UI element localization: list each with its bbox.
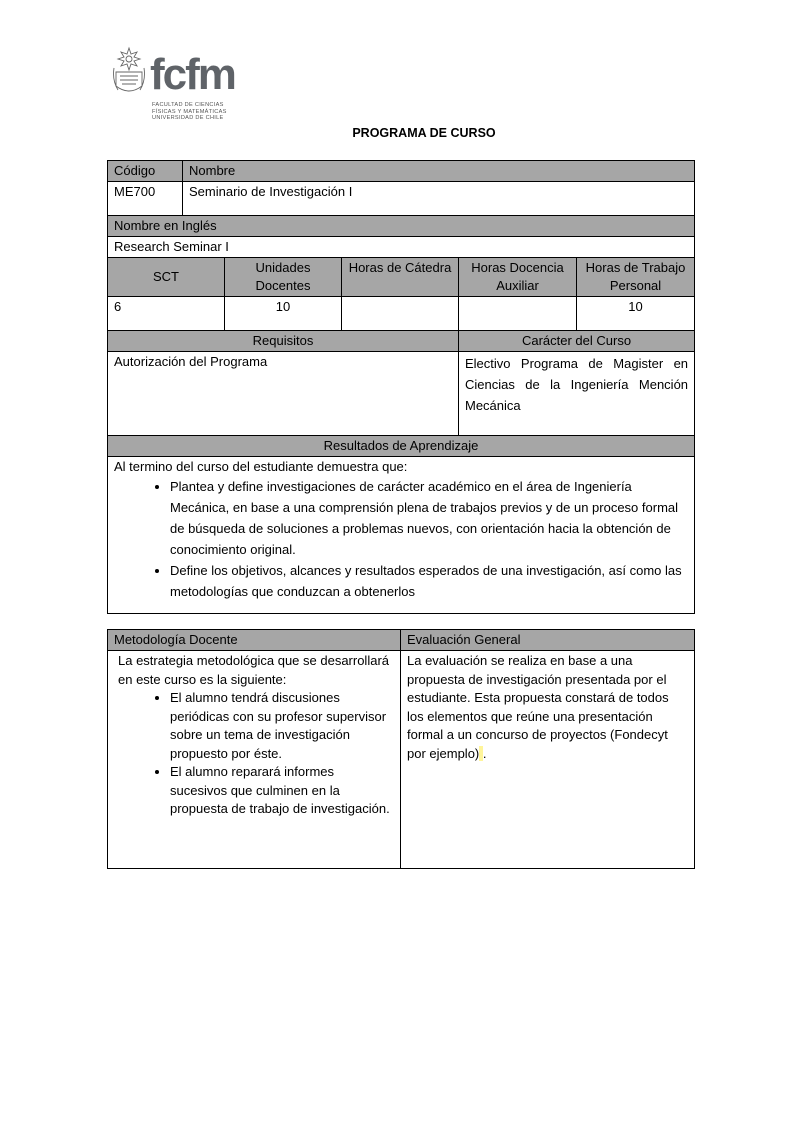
metodologia-intro: La estrategia metodológica que se desarrollará en este curso es la siguiente: — [118, 653, 390, 687]
personal-header: Horas de Trabajo Personal — [577, 258, 695, 297]
course-table — [107, 160, 695, 614]
methodology-table — [107, 629, 695, 869]
list-item: • El alumno reparará informes sucesivos que culminen en la propuesta de trabajo de investigación. — [170, 763, 394, 819]
metodologia-list — [114, 689, 394, 819]
evaluacion-content — [401, 651, 695, 869]
catedra-value — [342, 297, 459, 331]
list-item: • El alumno tendrá discusiones periódicas con su profesor supervisor sobre un tema de investigación propuesto por éste. — [170, 689, 394, 763]
english-name-label: Nombre en Inglés — [108, 216, 695, 237]
requisitos-value: Autorización del Programa — [108, 352, 459, 436]
evaluacion-text: La evaluación se realiza en base a una propuesta de investigación presentada por el estudiante. Esta propuesta constará de todos los elementos que reúne una presentación formal a un concurso de proyectos (Fondecyt por ejemplo) — [407, 653, 669, 761]
caracter-label: Carácter del Curso — [459, 331, 695, 352]
codigo-label: Código — [108, 161, 183, 181]
caracter-value: Electivo Programa de Magister en Ciencias de la Ingeniería Mención Mecánica — [459, 352, 695, 436]
fcfm-logo — [112, 46, 242, 128]
hours-header-row — [108, 258, 695, 297]
list-item: • Define los objetivos, alcances y resultados esperados de una investigación, así como las metodologías que conduzcan a obtenerlos — [170, 560, 688, 602]
course-values-row — [108, 182, 695, 216]
nombre-label: Nombre — [189, 163, 236, 178]
metodologia-content — [108, 651, 401, 869]
hours-values-row — [108, 297, 695, 331]
list-item: • Plantea y define investigaciones de carácter académico en el área de Ingeniería Mecánica, en base a una comprensión plena de trabajos previos y de un proceso formal de búsqueda de soluciones a problemas nuevos, con orientación hacia la obtención de conocimiento original. — [170, 476, 688, 560]
page-title: PROGRAMA DE CURSO — [352, 126, 496, 140]
catedra-header: Horas de Cátedra — [342, 258, 459, 297]
course-code: ME700 — [108, 182, 183, 215]
resultados-list — [114, 476, 688, 602]
evaluacion-end: . — [482, 745, 487, 761]
faculty-subtitle: FACULTAD DE CIENCIAS FÍSICAS Y MATEMÁTICAS UNIVERSIDAD DE CHILE — [152, 102, 227, 121]
course-name: Seminario de Investigación I — [189, 184, 353, 199]
requisitos-label: Requisitos — [108, 331, 459, 352]
english-name: Research Seminar I — [108, 237, 695, 258]
unidades-header: Unidades Docentes — [225, 258, 342, 297]
auxiliar-value — [459, 297, 577, 331]
evaluacion-label: Evaluación General — [401, 630, 695, 651]
university-seal-icon — [112, 46, 146, 98]
auxiliar-header: Horas Docencia Auxiliar — [459, 258, 577, 297]
personal-value: 10 — [577, 297, 695, 331]
sct-header: SCT — [108, 258, 225, 297]
metodologia-label: Metodología Docente — [108, 630, 401, 651]
sct-value: 6 — [108, 297, 225, 331]
fcfm-wordmark: fcfm — [150, 50, 235, 99]
resultados-intro: Al termino del curso del estudiante demuestra que: — [114, 459, 408, 474]
resultados-content — [108, 457, 695, 614]
resultados-label: Resultados de Aprendizaje — [108, 436, 695, 457]
unidades-value: 10 — [225, 297, 342, 331]
course-header-row — [108, 161, 695, 182]
